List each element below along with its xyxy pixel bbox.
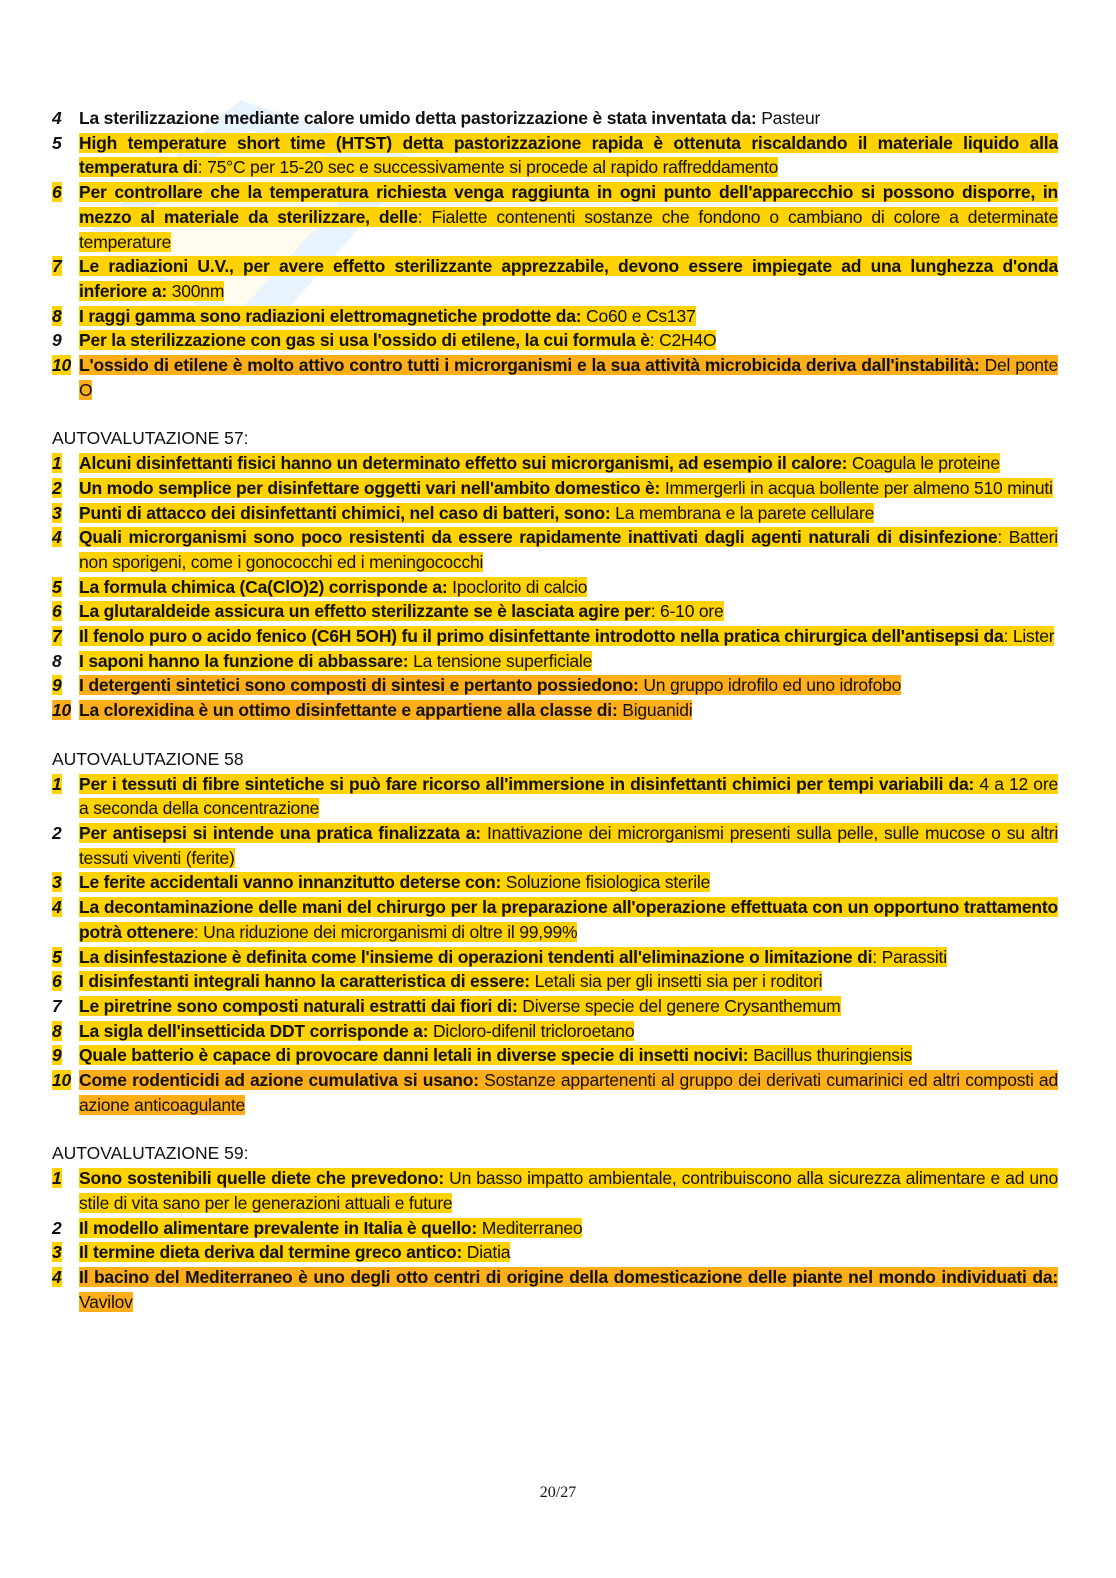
number-text: 3: [52, 1242, 62, 1263]
question-item: [52, 476, 1058, 501]
answer: Sostanze appartenenti al gruppo dei derivati cumarinici ed altri composti ad azione anticoagulante: [79, 1070, 1058, 1115]
answer: Diatia: [462, 1242, 511, 1263]
question-number: [52, 1043, 79, 1068]
question-text: [79, 328, 1058, 353]
number-text: 8: [52, 1020, 62, 1041]
question: Le piretrine sono composti naturali estratti dai fiori di:: [79, 995, 518, 1016]
question-item: [52, 501, 1058, 526]
question-number: [52, 649, 79, 674]
question: I disinfestanti integrali hanno la caratteristica di essere:: [79, 971, 530, 992]
question-item: [52, 599, 1058, 624]
question-text: [79, 1019, 1058, 1044]
question-text: [79, 180, 1058, 254]
question: Alcuni disinfettanti fisici hanno un determinato effetto sui microrganismi, ad esempio il calore:: [79, 453, 848, 474]
question-item: [52, 525, 1058, 574]
number-text: 3: [52, 502, 62, 523]
question-text: [79, 945, 1058, 970]
question-number: [52, 501, 79, 526]
number-text: 1: [52, 773, 62, 794]
question-number: [52, 599, 79, 624]
question-number: [52, 969, 79, 994]
question-item: [52, 131, 1058, 180]
question-item: [52, 1166, 1058, 1215]
page-number: 20/27: [539, 1484, 577, 1501]
question-text: [79, 1043, 1058, 1068]
question-number: [52, 304, 79, 329]
answer: Vavilov: [79, 1291, 133, 1312]
question: La formula chimica (Ca(ClO)2) corrisponde a:: [79, 576, 448, 597]
question: Il termine dieta deriva dal termine greco antico:: [79, 1242, 463, 1263]
question-text: [79, 994, 1058, 1019]
number-text: 2: [52, 1217, 62, 1238]
question-text: [79, 1216, 1058, 1241]
answer: Ipoclorito di calcio: [447, 576, 588, 597]
question-text: [79, 698, 1058, 723]
question-text: [79, 131, 1058, 180]
question-item: [52, 1043, 1058, 1068]
answer: Dicloro-difenil tricloroetano: [428, 1020, 635, 1041]
question-number: [52, 624, 79, 649]
question-number: [52, 106, 79, 131]
question-text: [79, 501, 1058, 526]
question: Per antisepsi si intende una pratica finalizzata a:: [79, 822, 481, 843]
number-text: 7: [52, 995, 62, 1016]
answer: : Batteri non sporigeni, come i gonococchi ed i meningococchi: [79, 527, 1058, 572]
question-text: [79, 673, 1058, 698]
question-text: [79, 451, 1058, 476]
question-item: [52, 328, 1058, 353]
question: I saponi hanno la funzione di abbassare:: [79, 650, 409, 671]
question-number: [52, 1068, 79, 1117]
question-number: [52, 451, 79, 476]
question: Per la sterilizzazione con gas si usa l'ossido di etilene, la cui formula è: [79, 330, 650, 351]
question-number: [52, 994, 79, 1019]
number-text: 9: [52, 675, 62, 696]
question-item: [52, 353, 1058, 402]
question-item: [52, 994, 1058, 1019]
question-number: [52, 895, 79, 944]
number-text: 4: [52, 1266, 62, 1287]
number-text: 1: [52, 453, 62, 474]
question-item: [52, 1019, 1058, 1044]
question: Come rodenticidi ad azione cumulativa si usano:: [79, 1070, 479, 1091]
section-heading: AUTOVALUTAZIONE 58: [52, 748, 244, 769]
question-text: [79, 599, 1058, 624]
answer: La tensione superficiale: [408, 650, 593, 671]
answer: : 75°C per 15-20 sec e successivamente si procede al rapido raffreddamento: [197, 157, 779, 178]
question-item: [52, 1265, 1058, 1314]
number-text: 4: [52, 527, 62, 548]
section-heading: AUTOVALUTAZIONE 57:: [52, 428, 249, 449]
question-text: [79, 772, 1058, 821]
question-number: [52, 131, 79, 180]
answer: Soluzione fisiologica sterile: [501, 872, 711, 893]
question-item: [52, 895, 1058, 944]
question-number: [52, 1216, 79, 1241]
question: La glutaraldeide assicura un effetto sterilizzante se è lasciata agire per: [79, 601, 651, 622]
question: L'ossido di etilene è molto attivo contro tutti i microrganismi e la sua attività microbicida deriva dall'instabilità:: [79, 355, 980, 376]
question: Un modo semplice per disinfettare oggetti vari nell'ambito domestico è:: [79, 477, 661, 498]
question-item: [52, 821, 1058, 870]
question-number: [52, 945, 79, 970]
question: Sono sostenibili quelle diete che prevedono:: [79, 1168, 445, 1189]
question-number: [52, 821, 79, 870]
answer: Biguanidi: [617, 700, 693, 721]
number-text: 4: [52, 108, 62, 128]
question-text: [79, 649, 1058, 674]
question: Il bacino del Mediterraneo è uno degli otto centri di origine della domesticazione delle piante nel mondo individuati da:: [79, 1266, 1058, 1287]
question-number: [52, 575, 79, 600]
question-item: [52, 649, 1058, 674]
question-number: [52, 1019, 79, 1044]
answer: Bacillus thuringiensis: [748, 1045, 913, 1066]
question-text: [79, 969, 1058, 994]
answer: Co60 e Cs137: [581, 305, 696, 326]
question: La disinfestazione è definita come l'insieme di operazioni tendenti all'eliminazione o limitazione di: [79, 946, 873, 967]
answer: Del ponte O: [79, 355, 1058, 400]
question: Il fenolo puro o acido fenico (C6H 5OH) fu il primo disinfettante introdotto nella pratica chirurgica dell'antisepsi da: [79, 626, 1004, 647]
answer: Mediterraneo: [477, 1217, 583, 1238]
number-text: 10: [52, 355, 72, 376]
question-number: [52, 1166, 79, 1215]
question-number: [52, 698, 79, 723]
question: La sterilizzazione mediante calore umido detta pastorizzazione è stata inventata da:: [79, 108, 757, 128]
question-text: [79, 106, 1058, 131]
question-text: [79, 1166, 1058, 1215]
question: Per i tessuti di fibre sintetiche si può fare ricorso all'immersione in disinfettanti chimici per tempi variabili da:: [79, 773, 975, 794]
question-item: [52, 180, 1058, 254]
question-text: [79, 254, 1058, 303]
number-text: 6: [52, 182, 62, 203]
question-number: [52, 254, 79, 303]
number-text: 10: [52, 1070, 72, 1091]
number-text: 9: [52, 330, 62, 351]
number-text: 6: [52, 601, 62, 622]
answer: : Parassiti: [872, 946, 947, 967]
number-text: 1: [52, 1168, 62, 1189]
number-text: 3: [52, 872, 62, 893]
number-text: 6: [52, 971, 62, 992]
number-text: 5: [52, 132, 62, 153]
question-text: [79, 870, 1058, 895]
answer: Inattivazione dei microrganismi presenti sulla pelle, sulle mucose o su altri tessuti viventi (ferite): [79, 822, 1059, 868]
answer: 4 a 12 ore a seconda della concentrazione: [79, 773, 1058, 819]
question-item: [52, 870, 1058, 895]
question-text: [79, 821, 1058, 870]
question-number: [52, 525, 79, 574]
question-item: [52, 451, 1058, 476]
question-text: [79, 1068, 1058, 1117]
question-item: [52, 304, 1058, 329]
number-text: 4: [52, 897, 62, 918]
number-text: 9: [52, 1045, 62, 1066]
answer: La membrana e la parete cellulare: [610, 502, 875, 523]
answer: : Lister: [1003, 626, 1055, 647]
question-text: [79, 895, 1058, 944]
question-number: [52, 180, 79, 254]
number-text: 10: [52, 700, 72, 721]
number-text: 8: [52, 650, 62, 671]
answer: : Una riduzione dei microrganismi di oltre il 99,99%: [193, 921, 578, 942]
question: Le radiazioni U.V., per avere effetto sterilizzante apprezzabile, devono essere impiegate ad una lunghezza d'onda inferiore a:: [79, 256, 1058, 301]
question-text: [79, 624, 1058, 649]
question-number: [52, 353, 79, 402]
question-item: [52, 624, 1058, 649]
question: Punti di attacco dei disinfettanti chimici, nel caso di batteri, sono:: [79, 502, 611, 523]
answer: Un gruppo idrofilo ed uno idrofobo: [638, 675, 902, 696]
question: La clorexidina è un ottimo disinfettante e appartiene alla classe di:: [79, 700, 618, 721]
question: Il modello alimentare prevalente in Italia è quello:: [79, 1217, 478, 1238]
answer: : C2H4O: [649, 330, 717, 351]
question-item: [52, 1240, 1058, 1265]
question: I raggi gamma sono radiazioni elettromagnetiche prodotte da:: [79, 305, 582, 326]
answer: Letali sia per gli insetti sia per i roditori: [529, 971, 823, 992]
question-item: [52, 772, 1058, 821]
section-heading: AUTOVALUTAZIONE 59:: [52, 1143, 249, 1164]
question-text: [79, 304, 1058, 329]
question-text: [79, 476, 1058, 501]
document-body: [52, 106, 1058, 1314]
number-text: 5: [52, 946, 62, 967]
question: La decontaminazione delle mani del chirurgo per la preparazione all'operazione effettuata con un opportuno trattamento potrà ottenere: [79, 897, 1058, 942]
answer: Un basso impatto ambientale, contribuiscono alla sicurezza alimentare e ad uno stile di vita sano per le generazioni attuali e future: [79, 1168, 1058, 1213]
answer: : Fialette contenenti sostanze che fondono o cambiano di colore a determinate temperature: [79, 206, 1059, 252]
answer: Diverse specie del genere Crysanthemum: [517, 995, 841, 1016]
question: Quale batterio è capace di provocare danni letali in diverse specie di insetti nocivi:: [79, 1045, 749, 1066]
answer: Immergerli in acqua bollente per almeno 510 minuti: [660, 477, 1053, 498]
question: Per controllare che la temperatura richiesta venga raggiunta in ogni punto dell'apparecchio si possono disporre, in mezzo al materiale da sterilizzare, delle: [79, 182, 1058, 227]
answer: 300nm: [167, 280, 225, 301]
question-item: [52, 575, 1058, 600]
question-number: [52, 673, 79, 698]
question-number: [52, 1240, 79, 1265]
answer: Pasteur: [756, 108, 821, 128]
number-text: 5: [52, 576, 62, 597]
question-text: [79, 1265, 1058, 1314]
question: I detergenti sintetici sono composti di sintesi e pertanto possiedono:: [79, 675, 639, 696]
question-item: [52, 698, 1058, 723]
answer: : 6-10 ore: [650, 601, 724, 622]
question-text: [79, 525, 1058, 574]
question-item: [52, 1216, 1058, 1241]
question-number: [52, 328, 79, 353]
question-number: [52, 870, 79, 895]
question-number: [52, 772, 79, 821]
question: Quali microrganismi sono poco resistenti da essere rapidamente inattivati dagli agenti naturali di disinfezione: [79, 527, 998, 548]
number-text: 2: [52, 822, 62, 843]
question-text: [79, 353, 1058, 402]
question-item: [52, 254, 1058, 303]
question-item: [52, 969, 1058, 994]
question-number: [52, 1265, 79, 1314]
number-text: 7: [52, 626, 62, 647]
question-text: [79, 1240, 1058, 1265]
number-text: 7: [52, 256, 62, 277]
question: Le ferite accidentali vanno innanzitutto deterse con:: [79, 872, 502, 893]
question-text: [79, 575, 1058, 600]
question-number: [52, 476, 79, 501]
answer: Coagula le proteine: [847, 453, 1000, 474]
question: High temperature short time (HTST) detta pastorizzazione rapida è ottenuta riscaldando il materiale liquido alla temperatura di: [79, 132, 1058, 178]
number-text: 8: [52, 305, 62, 326]
question-item: [52, 1068, 1058, 1117]
question-item: [52, 106, 1058, 131]
number-text: 2: [52, 477, 62, 498]
question-item: [52, 673, 1058, 698]
question-item: [52, 945, 1058, 970]
question: La sigla dell'insetticida DDT corrisponde a:: [79, 1020, 429, 1041]
